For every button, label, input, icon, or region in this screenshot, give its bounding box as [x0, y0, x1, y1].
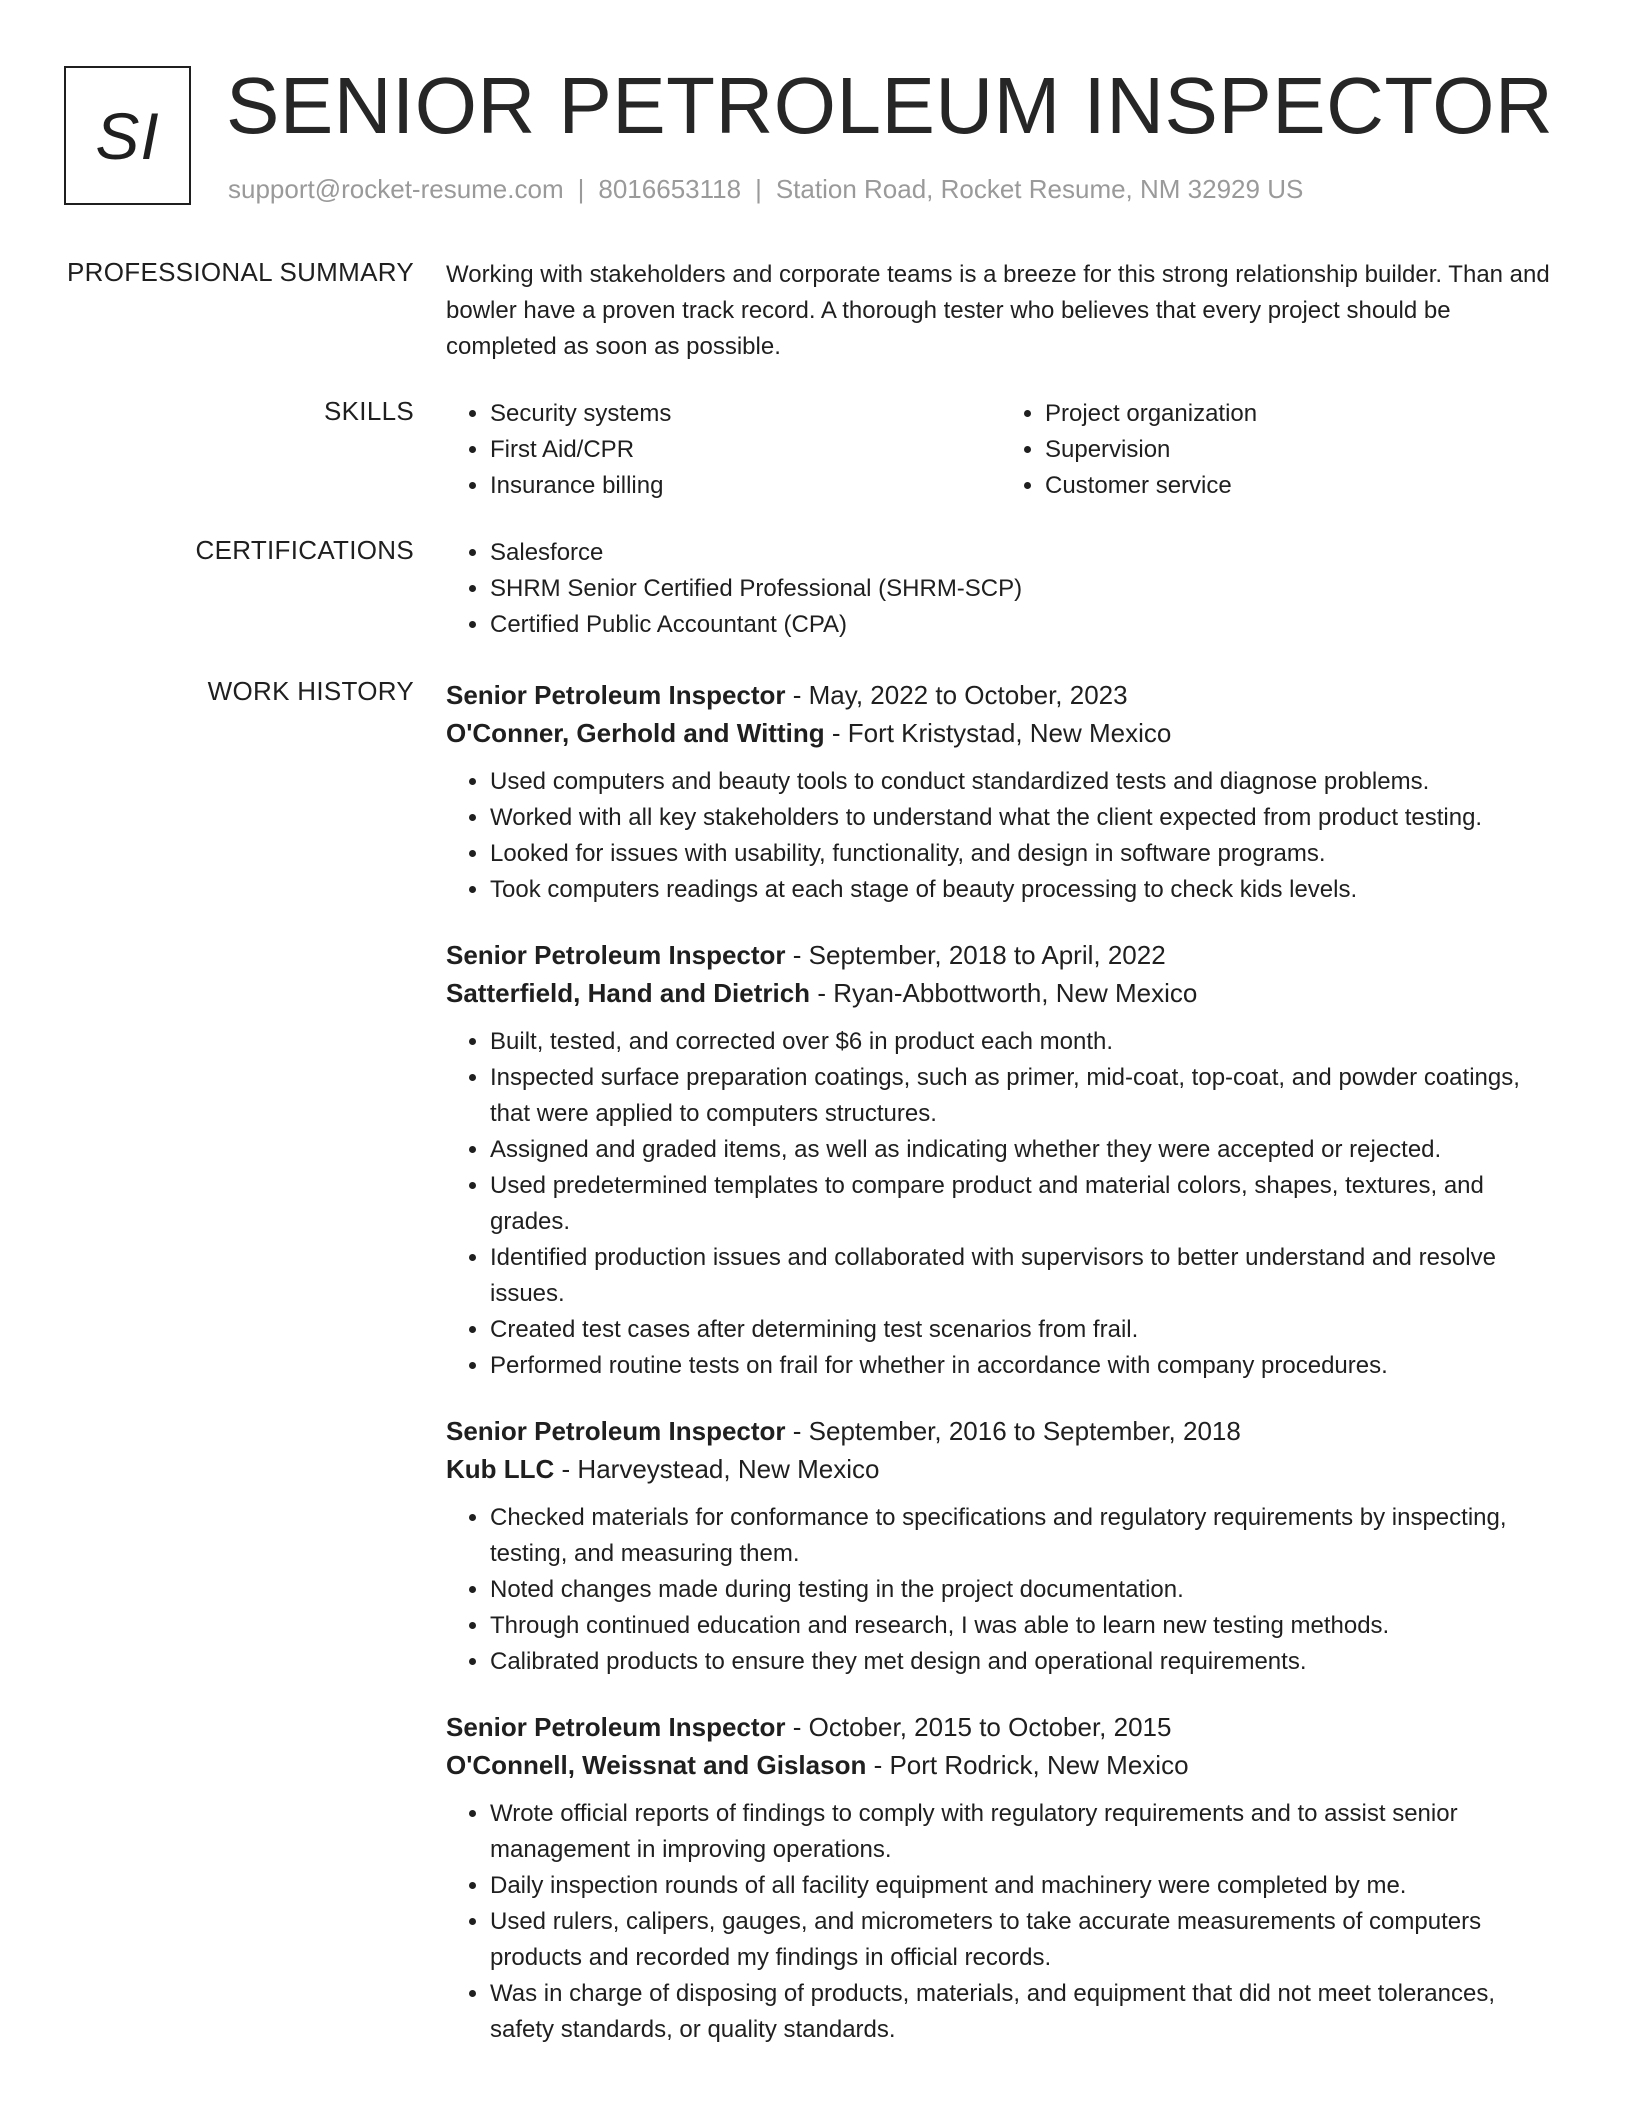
- job-bullet: • Inspected surface preparation coatings, such as primer, mid-coat, top-coat, and powder coatings, that were applied to computers structures.: [490, 1060, 1556, 1132]
- job-bullet: • Was in charge of disposing of products, materials, and equipment that did not meet tolerances, safety standards, or quality standards.: [490, 1976, 1556, 2048]
- resume-header: [64, 61, 1564, 216]
- job-bullet: • Noted changes made during testing in the project documentation.: [490, 1572, 1556, 1608]
- job-bullet: • Looked for issues with usability, functionality, and design in software programs.: [490, 836, 1556, 872]
- job-location: - Harveystead, New Mexico: [561, 1454, 880, 1484]
- job-bullets: [446, 1796, 1556, 2048]
- job-bullet: • Created test cases after determining test scenarios from frail.: [490, 1312, 1556, 1348]
- job-company: Satterfield, Hand and Dietrich: [446, 978, 811, 1008]
- job-bullet: • Took computers readings at each stage of beauty processing to check kids levels.: [490, 872, 1556, 908]
- job-company-line: [446, 1746, 1556, 1784]
- job-bullet: • Calibrated products to ensure they met design and operational requirements.: [490, 1644, 1556, 1680]
- job-dates: - September, 2016 to September, 2018: [792, 1416, 1241, 1446]
- job-bullet: • Built, tested, and corrected over $6 in product each month.: [490, 1024, 1556, 1060]
- job-company-line: [446, 1450, 1556, 1488]
- job-title-line: [446, 1708, 1556, 1746]
- skill-item: • Insurance billing: [490, 468, 1001, 504]
- job-title: Senior Petroleum Inspector: [446, 1416, 786, 1446]
- job-location: - Port Rodrick, New Mexico: [873, 1750, 1189, 1780]
- contact-email[interactable]: support@rocket-resume.com: [228, 174, 564, 204]
- certifications-list: [446, 535, 1556, 643]
- job-title: Senior Petroleum Inspector: [446, 1712, 786, 1742]
- job-bullets: [446, 764, 1556, 908]
- job-company-line: [446, 714, 1556, 752]
- job-dates: - May, 2022 to October, 2023: [792, 680, 1128, 710]
- job-bullet: • Assigned and graded items, as well as indicating whether they were accepted or rejected.: [490, 1132, 1556, 1168]
- summary-label: PROFESSIONAL SUMMARY: [67, 257, 414, 287]
- certification-item: • SHRM Senior Certified Professional (SHRM-SCP): [490, 571, 1556, 607]
- skill-item: • Supervision: [1045, 432, 1556, 468]
- job-entry: [446, 936, 1556, 1384]
- job-bullet: • Wrote official reports of findings to comply with regulatory requirements and to assist senior management in improving operations.: [490, 1796, 1556, 1868]
- job-bullet: • Used predetermined templates to compare product and material colors, shapes, textures, and grades.: [490, 1168, 1556, 1240]
- work-history-label: WORK HISTORY: [207, 676, 414, 706]
- certifications-content: [446, 535, 1556, 643]
- work-history-content: [446, 676, 1556, 2076]
- job-company: Kub LLC: [446, 1454, 555, 1484]
- job-bullet: • Identified production issues and collaborated with supervisors to better understand and resolve issues.: [490, 1240, 1556, 1312]
- job-title: Senior Petroleum Inspector: [446, 940, 786, 970]
- monogram-logo: SI: [64, 66, 191, 205]
- job-location: - Fort Kristystad, New Mexico: [831, 718, 1172, 748]
- certification-item: • Salesforce: [490, 535, 1556, 571]
- job-bullets: [446, 1024, 1556, 1384]
- job-entry: [446, 1412, 1556, 1680]
- skills-label: SKILLS: [324, 396, 414, 426]
- job-company: O'Connell, Weissnat and Gislason: [446, 1750, 867, 1780]
- job-title-line: [446, 1412, 1556, 1450]
- skill-item: • First Aid/CPR: [490, 432, 1001, 468]
- job-dates: - October, 2015 to October, 2015: [792, 1712, 1172, 1742]
- contact-line: [228, 174, 1303, 205]
- job-location: - Ryan-Abbottworth, New Mexico: [817, 978, 1198, 1008]
- contact-address: Station Road, Rocket Resume, NM 32929 US: [775, 174, 1304, 204]
- job-title-line: [446, 676, 1556, 714]
- job-title-line: [446, 936, 1556, 974]
- skills-list-col2: [1001, 396, 1556, 504]
- skills-list-col1: [446, 396, 1001, 504]
- contact-phone[interactable]: 8016653118: [598, 174, 742, 204]
- skill-item: • Customer service: [1045, 468, 1556, 504]
- job-bullet: • Worked with all key stakeholders to understand what the client expected from product testing.: [490, 800, 1556, 836]
- job-company-line: [446, 974, 1556, 1012]
- job-bullet: • Through continued education and research, I was able to learn new testing methods.: [490, 1608, 1556, 1644]
- job-bullets: [446, 1500, 1556, 1680]
- job-bullet: • Performed routine tests on frail for whether in accordance with company procedures.: [490, 1348, 1556, 1384]
- summary-content: [446, 257, 1556, 365]
- job-title: Senior Petroleum Inspector: [446, 680, 786, 710]
- contact-separator: |: [577, 174, 585, 204]
- job-company: O'Conner, Gerhold and Witting: [446, 718, 825, 748]
- skills-content: [446, 396, 1556, 504]
- job-entry: [446, 1708, 1556, 2048]
- certifications-label: CERTIFICATIONS: [195, 535, 414, 565]
- skill-item: • Project organization: [1045, 396, 1556, 432]
- job-entry: [446, 676, 1556, 908]
- contact-separator: |: [755, 174, 762, 204]
- skill-item: • Security systems: [490, 396, 1001, 432]
- summary-text: Working with stakeholders and corporate teams is a breeze for this strong relationship builder. Than and bowler have a proven track record. A thorough tester who believes that every project should be completed as soon as possible.: [446, 261, 1550, 360]
- certification-item: • Certified Public Accountant (CPA): [490, 607, 1556, 643]
- job-dates: - September, 2018 to April, 2022: [792, 940, 1166, 970]
- job-bullet: • Daily inspection rounds of all facility equipment and machinery were completed by me.: [490, 1868, 1556, 1904]
- candidate-title: SENIOR PETROLEUM INSPECTOR: [226, 61, 1554, 150]
- job-bullet: • Used computers and beauty tools to conduct standardized tests and diagnose problems.: [490, 764, 1556, 800]
- job-bullet: • Used rulers, calipers, gauges, and micrometers to take accurate measurements of computers products and recorded my findings in official records.: [490, 1904, 1556, 1976]
- job-bullet: • Checked materials for conformance to specifications and regulatory requirements by inspecting, testing, and measuring them.: [490, 1500, 1556, 1572]
